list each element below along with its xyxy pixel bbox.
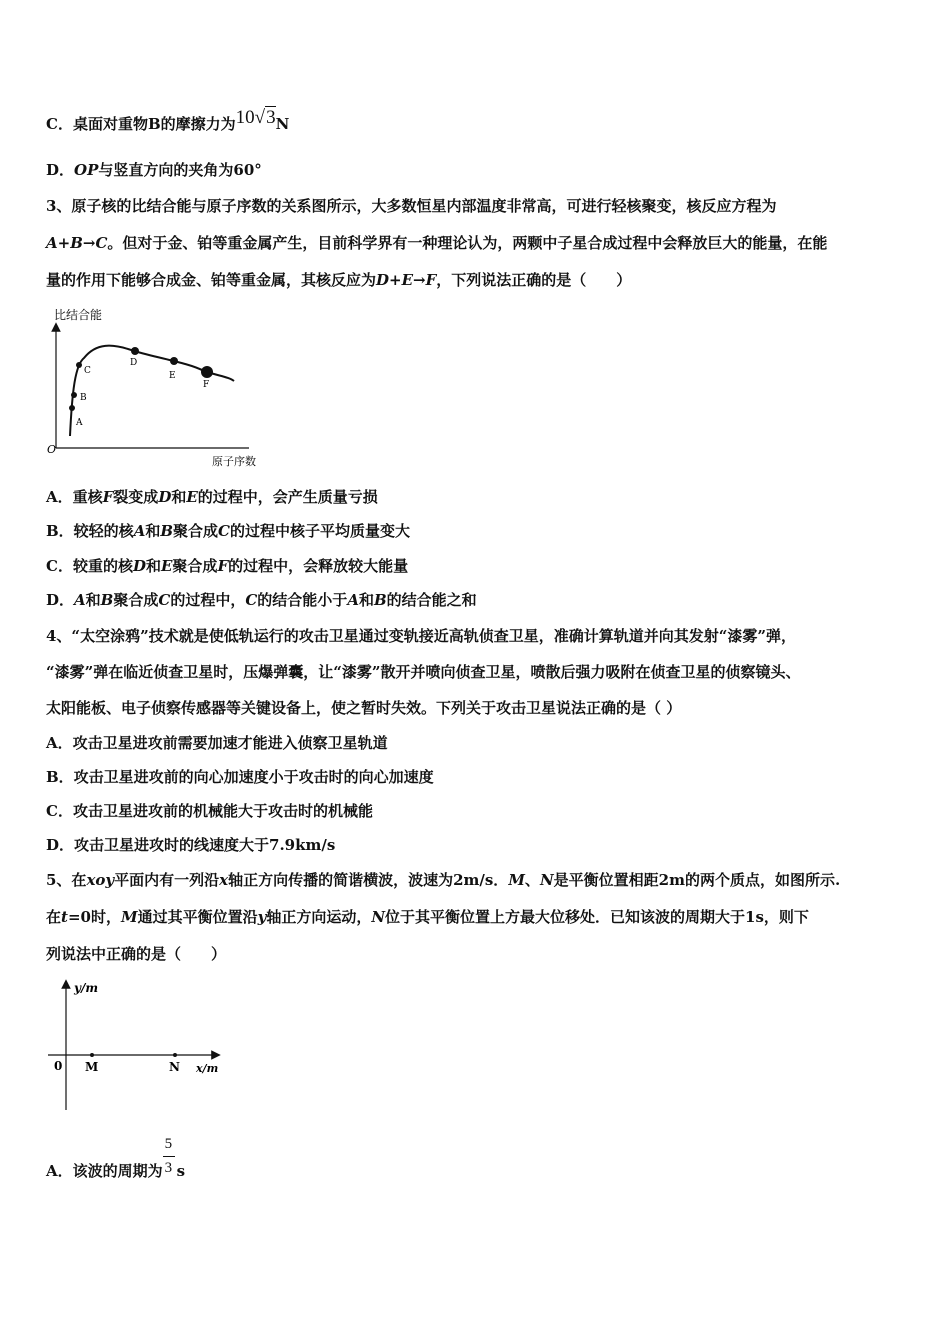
var: D <box>132 557 146 575</box>
q5-line-2 <box>46 907 809 927</box>
q3-line-2 <box>46 233 827 253</box>
q4-line-1: 4、“太空涂鸦”技术就是使低轨运行的攻击卫星通过变轨接近高轨侦查卫星，准确计算轨道并向其发射“漆雾”弹， <box>46 627 796 645</box>
var: B <box>160 522 174 540</box>
t: 和 <box>358 591 374 609</box>
reaction-eq-1: A+B→C <box>46 234 108 252</box>
point-f <box>201 366 213 378</box>
option-text: A．该波的周期为 <box>46 1162 163 1180</box>
unit-s: s <box>176 1162 186 1180</box>
option-text: 与竖直方向的夹角为60° <box>98 161 262 179</box>
t: D． <box>46 591 75 609</box>
point-d <box>131 347 139 355</box>
label-n: N <box>169 1060 180 1074</box>
label-f: F <box>203 380 210 390</box>
q4-option-c: C．攻击卫星进攻前的机械能大于攻击时的机械能 <box>46 802 373 820</box>
y-axis-label: y/m <box>74 981 99 995</box>
q3-option-a <box>46 487 378 507</box>
label-c: C <box>84 366 91 376</box>
var: A <box>74 591 86 609</box>
reaction-eq-2: D+E→F <box>376 271 437 289</box>
label-m: M <box>85 1060 99 1074</box>
t: 的过程中，会释放较大能量 <box>228 557 409 575</box>
t: =0时， <box>67 908 121 926</box>
sqrt-sign: √ <box>254 107 266 128</box>
t: 是平衡位置相距2m的两个质点，如图所示. <box>553 871 841 889</box>
t: 聚合成 <box>173 522 219 540</box>
point-m <box>90 1053 94 1057</box>
origin-label: O <box>47 443 57 456</box>
t: 和 <box>171 488 187 506</box>
t: 位于其平衡位置上方最大位移处．已知该波的周期大于1s，则下 <box>385 908 809 926</box>
fraction <box>163 1136 177 1182</box>
point-e <box>170 357 178 365</box>
t: 和 <box>145 522 161 540</box>
point-a <box>69 405 75 411</box>
y-axis-label: 比结合能 <box>54 308 103 322</box>
t: 的过程中，会产生质量亏损 <box>197 488 378 506</box>
q4-line-3: 太阳能板、电子侦察传感器等关键设备上，使之暂时失效。下列关于攻击卫星说法正确的是（ ） <box>46 699 682 717</box>
var: M <box>508 871 525 889</box>
var: A <box>133 522 146 540</box>
binding-energy-curve <box>70 346 234 436</box>
var: D <box>158 488 172 506</box>
t: 聚合成 <box>172 557 218 575</box>
sqrt-expression <box>236 107 276 128</box>
var: x <box>219 871 229 889</box>
point-n <box>173 1053 177 1057</box>
point-b <box>71 392 77 398</box>
var: t <box>61 908 68 926</box>
var-op: OP <box>74 161 99 179</box>
var: N <box>371 908 386 926</box>
q5-line-3: 列说法中正确的是（ ） <box>46 945 227 963</box>
q3-line-3 <box>46 270 631 290</box>
t: 轴正方向运动， <box>266 908 372 926</box>
fraction-bar <box>163 1156 175 1157</box>
var: B <box>100 591 114 609</box>
q5-line-1 <box>46 870 840 890</box>
t: 的过程中， <box>170 591 246 609</box>
label-d: D <box>130 358 138 368</box>
q3-option-c <box>46 556 408 576</box>
x-axis-label: x/m <box>196 1062 219 1075</box>
option-c-text: C．桌面对重物B的摩擦力为 <box>46 115 236 133</box>
var: E <box>160 557 173 575</box>
var: F <box>102 488 114 506</box>
x-axis-label: 原子序数 <box>212 455 256 468</box>
q4-option-b: B．攻击卫星进攻前的向心加速度小于攻击时的向心加速度 <box>46 768 434 786</box>
var: y <box>257 908 267 926</box>
fraction-denominator: 3 <box>164 1160 173 1176</box>
t: 和 <box>85 591 101 609</box>
q3-line-3-pre: 量的作用下能够合成金、铂等重金属，其核反应为 <box>46 271 377 289</box>
q3-line-2-text: 。但对于金、铂等重金属产生，目前科学界有一种理论认为，两颗中子星合成过程中会释放巨大的能量，在能 <box>107 234 828 252</box>
label-b: B <box>80 393 87 403</box>
t: 5、在 <box>46 871 87 889</box>
t: 的过程中核子平均质量变大 <box>230 522 411 540</box>
q5-option-a <box>46 1136 186 1182</box>
label-e: E <box>169 371 176 381</box>
q4-option-a: A．攻击卫星进攻前需要加速才能进入侦察卫星轨道 <box>46 734 388 752</box>
q4-line-2: “漆雾”弹在临近侦查卫星时，压爆弹囊，让“漆雾”散开并喷向侦查卫星，喷散后强力吸附在侦查卫星的侦察镜头、 <box>46 663 801 681</box>
var: A <box>347 591 359 609</box>
t: C．较重的核 <box>46 557 133 575</box>
t: 和 <box>145 557 161 575</box>
q3-option-d <box>46 590 477 610</box>
var: C <box>218 522 230 540</box>
t: 通过其平衡位置沿 <box>137 908 258 926</box>
t: B．较轻的核 <box>46 522 134 540</box>
origin-label: 0 <box>54 1059 63 1073</box>
label-a: A <box>76 418 83 428</box>
option-label: D． <box>46 161 75 179</box>
t: 裂变成 <box>113 488 159 506</box>
point-c <box>76 362 82 368</box>
var: N <box>539 871 554 889</box>
var: E <box>186 488 198 506</box>
sqrt-coef: 10 <box>235 107 255 128</box>
binding-energy-figure <box>44 303 284 473</box>
q3-line-1: 3、原子核的比结合能与原子序数的关系图所示，大多数恒星内部温度非常高，可进行轻核聚变，核反应方程为 <box>46 197 777 215</box>
q4-option-d: D．攻击卫星进攻时的线速度大于7.9km/s <box>46 836 336 854</box>
var: M <box>120 908 138 926</box>
t: 的结合能之和 <box>386 591 477 609</box>
unit-n: N <box>275 115 290 133</box>
t: 的结合能小于 <box>257 591 348 609</box>
var: xoy <box>86 871 115 889</box>
option-c-q2 <box>46 107 290 134</box>
q3-line-3-post: ，下列说法正确的是（ ） <box>436 271 632 289</box>
var: B <box>373 591 387 609</box>
t: A．重核 <box>46 488 103 506</box>
var: C <box>158 591 171 609</box>
wave-axes-figure <box>44 976 234 1116</box>
t: 、 <box>524 871 540 889</box>
var: C <box>245 591 258 609</box>
t: 聚合成 <box>113 591 159 609</box>
t: 在 <box>46 908 62 926</box>
fraction-numerator: 5 <box>164 1136 173 1152</box>
sqrt-radicand: 3 <box>266 107 276 128</box>
q3-option-b <box>46 521 410 541</box>
option-d-q2 <box>46 160 262 180</box>
t: 轴正方向传播的简谐横波，波速为2m/s． <box>228 871 509 889</box>
var: F <box>217 557 229 575</box>
t: 平面内有一列沿 <box>114 871 220 889</box>
